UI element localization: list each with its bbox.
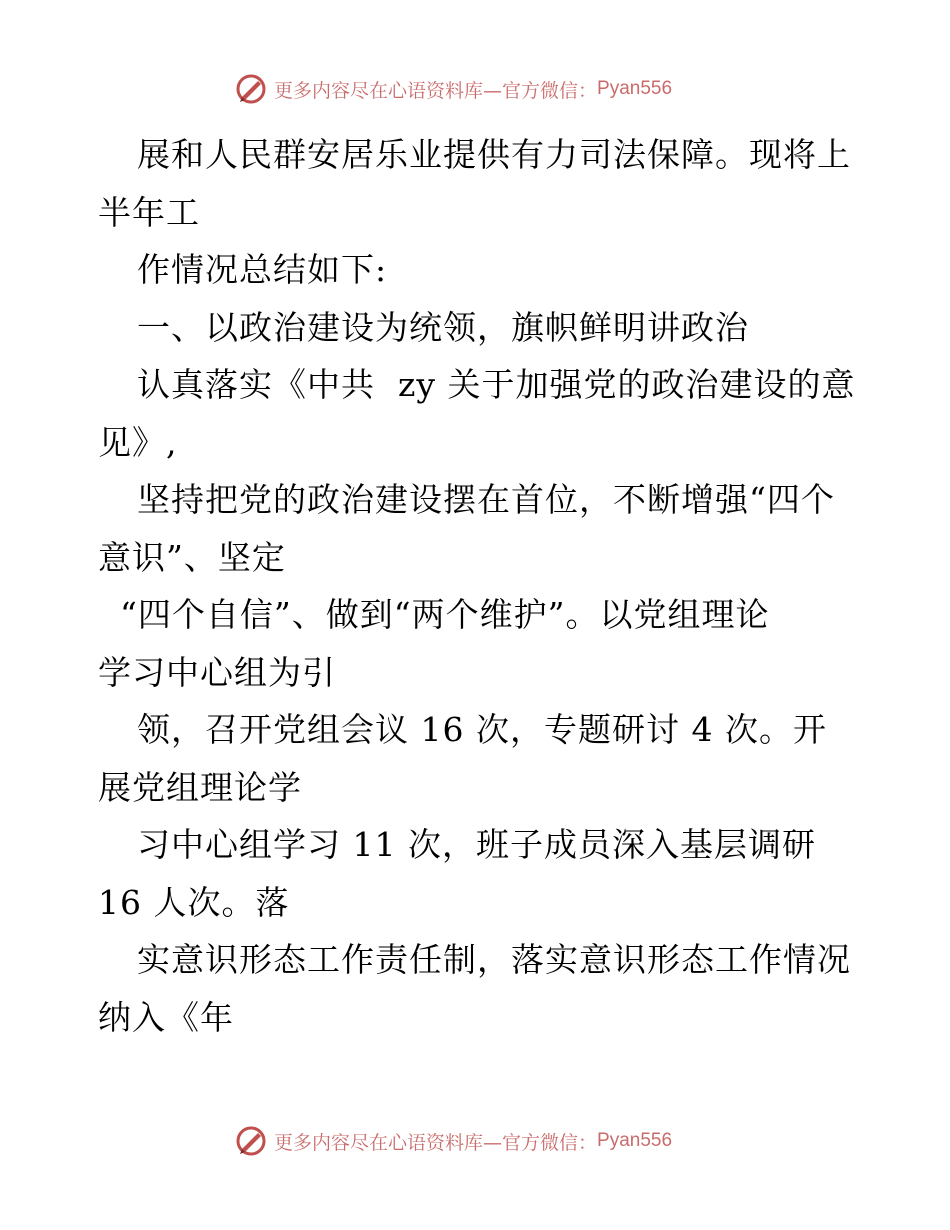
watermark-text: 更多内容尽在心语资料库—官方微信：: [274, 1131, 598, 1154]
text-line: 领，召开党组会议 16 次，专题研讨 4 次。开: [137, 710, 827, 749]
text-line: 认真落实《中共 zy 关于加强党的政治建设的意: [137, 365, 856, 404]
section-heading: 一、以政治建设为统领，旗帜鲜明讲政治: [137, 307, 749, 347]
text-line: 意识”、坚定: [98, 537, 286, 577]
text-line: “四个自信”、做到“两个维护”。以党组理论: [120, 595, 770, 634]
text-line: 见》,: [98, 422, 178, 462]
text-line: 习中心组学习 11 次，班子成员深入基层调研: [137, 825, 816, 864]
text-line: 展党组理论学: [98, 767, 302, 807]
text-line: 坚持把党的政治建设摆在首位，不断增强“四个: [137, 480, 835, 519]
text-line: 16 人次。落: [98, 882, 290, 922]
watermark-id: Pyan556: [597, 78, 673, 99]
text-line: 作情况总结如下:: [137, 250, 388, 289]
watermark-header: [234, 72, 672, 106]
pen-logo-icon: [234, 72, 268, 106]
pen-logo-icon: [234, 1124, 268, 1158]
watermark-text: 更多内容尽在心语资料库—官方微信：: [274, 79, 598, 102]
text-line: 实意识形态工作责任制，落实意识形态工作情况: [137, 940, 851, 979]
watermark-id: Pyan556: [597, 1130, 673, 1151]
document-body: [98, 126, 858, 1046]
text-line: 半年工: [98, 192, 200, 232]
text-line: 纳入《年: [98, 997, 234, 1037]
text-line: 学习中心组为引: [98, 652, 336, 692]
watermark-footer: [234, 1124, 672, 1158]
text-line: 展和人民群安居乐业提供有力司法保障。现将上: [137, 135, 851, 174]
